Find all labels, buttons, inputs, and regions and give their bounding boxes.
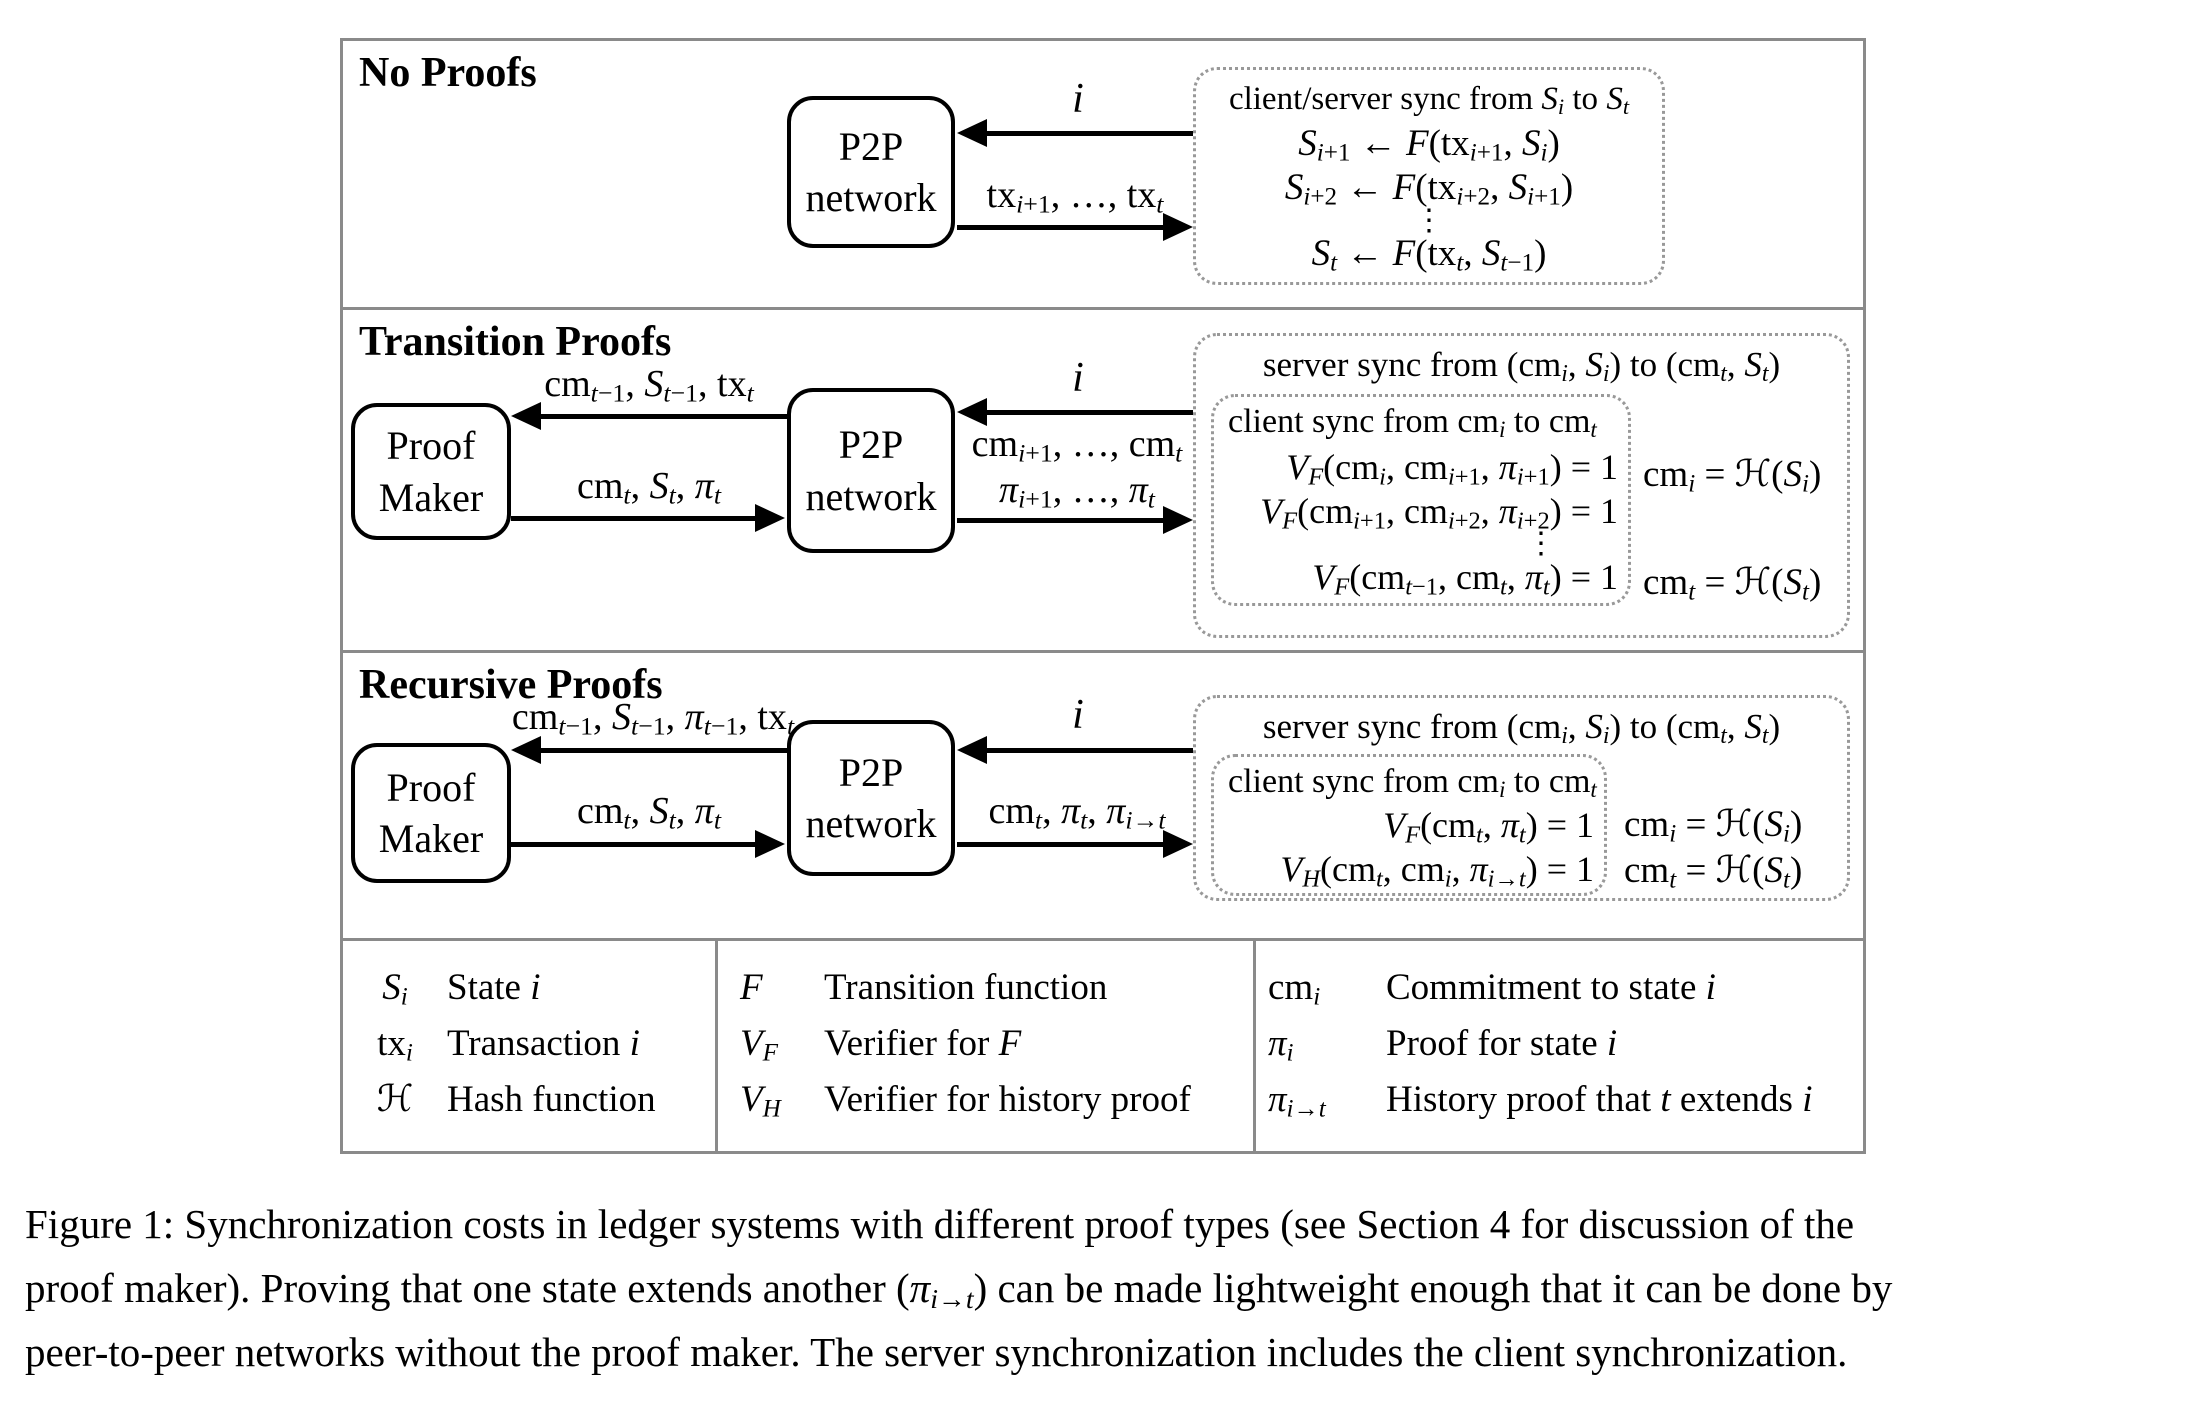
- arrow-label-i: i: [1072, 692, 1084, 738]
- arrow-i-line: [985, 748, 1193, 753]
- commitment-equation-bottom: $cm_t$ = $ℋ(S_t)$: [1643, 562, 1822, 606]
- legend-row: [740, 1015, 1253, 1071]
- legend-column-states: [343, 941, 715, 1151]
- p2p-label-line2: network: [805, 175, 937, 220]
- legend-symbol: F: [740, 966, 763, 1008]
- arrowhead-left-icon: [511, 736, 541, 764]
- proof-maker-label-line2: Maker: [378, 816, 484, 861]
- legend-description: Hash function: [447, 1078, 656, 1120]
- arrowhead-right-icon: [1163, 830, 1193, 858]
- arrow-label-recursive-proof: $cm_t$, $\pi_t$, $\pi_{i\to t}$: [988, 790, 1166, 835]
- p2p-label-line2: network: [805, 473, 937, 519]
- figure-box: [340, 38, 1866, 1154]
- vertical-dots: ⋮: [1526, 527, 1556, 560]
- legend-column-proofs: [1253, 941, 1863, 1151]
- arrow-i-line: [985, 131, 1193, 136]
- proof-maker-box: [351, 743, 511, 883]
- proof-maker-label-line1: Proof: [386, 764, 476, 810]
- legend-row: [343, 1071, 715, 1127]
- arrow-label-from-maker: $cm_t$, $S_t$, $\pi_t$: [576, 790, 722, 835]
- legend-symbol: $V_H$: [740, 1078, 781, 1123]
- legend-symbol: ℋ: [376, 1079, 414, 1120]
- vertical-dots: ⋮: [1414, 204, 1444, 237]
- legend-row: [1268, 1071, 1863, 1127]
- legend-description: Proof for state i: [1386, 1022, 1618, 1064]
- proof-maker-label-line1: Proof: [386, 423, 476, 469]
- arrow-label-transactions: $tx_{i+1}$, …, $tx_t$: [986, 174, 1164, 219]
- arrow-label-to-maker: $cm_{t-1}$, $S_{t-1}$, $\pi_{t-1}$, $tx_t$: [511, 696, 795, 741]
- legend-symbol: $\pi_{i\to t}$: [1268, 1078, 1326, 1123]
- legend-row: [343, 959, 715, 1015]
- panel-no-proofs: [343, 41, 1863, 307]
- legend-symbol: $V_F$: [740, 1022, 778, 1067]
- p2p-network-box: [787, 720, 955, 876]
- p2p-network-box: [787, 96, 955, 248]
- legend-description: Verifier for history proof: [824, 1078, 1191, 1120]
- client-sync-box: [1211, 394, 1631, 606]
- equation: $S_{i+1}$ ← $F(tx_{i+1}$, $S_i$): [1298, 123, 1560, 167]
- client-sync-equations: [1280, 803, 1594, 891]
- p2p-network-box: [787, 388, 955, 553]
- arrowhead-left-icon: [957, 736, 987, 764]
- client-sync-box: [1211, 754, 1607, 896]
- p2p-label-line1: P2P: [838, 422, 904, 468]
- arrow-label-from-maker: $cm_t$, $S_t$, $\pi_t$: [576, 465, 722, 510]
- legend-description: Transaction i: [447, 1022, 640, 1064]
- caption-line: Figure 1: Synchronization costs in ledger systems with different proof types (see Section 4 for discussion of the: [25, 1201, 1855, 1247]
- client-sync-header: client sync from $cm_i$ to $cm_t$: [1228, 763, 1597, 804]
- commitment-equation-bottom: $cm_t$ = $ℋ(S_t)$: [1624, 850, 1803, 894]
- arrowhead-right-icon: [1163, 213, 1193, 241]
- legend-description: Transition function: [824, 966, 1108, 1008]
- proof-maker-box: [351, 403, 511, 540]
- panel-recursive-proofs: [343, 650, 1863, 938]
- commitment-equation-top: $cm_i$ = $ℋ(S_i)$: [1624, 804, 1803, 848]
- arrow-to-maker-line: [539, 414, 787, 419]
- legend-row: [740, 1071, 1253, 1127]
- equation: $V_H(cm_t$, $cm_i$, $\pi_{i\to t}) = 1$: [1280, 849, 1594, 893]
- arrow-label-i: i: [1072, 76, 1084, 122]
- arrow-to-maker-line: [539, 748, 787, 753]
- legend-column-functions: [715, 941, 1253, 1151]
- proof-maker-label-line2: Maker: [378, 474, 484, 520]
- server-sync-box: [1193, 333, 1850, 638]
- arrow-tx-line: [957, 225, 1165, 230]
- equation: $V_F(cm_t$, $\pi_t) = 1$: [1383, 805, 1594, 849]
- caption-line: peer-to-peer networks without the proof maker. The server synchronization includes the client synchronization.: [25, 1329, 1848, 1375]
- legend-description: Commitment to state i: [1386, 966, 1716, 1008]
- equation: $S_{i+2}$ ← $F(tx_{i+2}$, $S_{i+1}$): [1284, 167, 1574, 211]
- legend-row: [740, 959, 1253, 1015]
- client-sync-header: client sync from $cm_i$ to $cm_t$: [1228, 403, 1597, 444]
- equation: $V_F(cm_i$, $cm_{i+1}$, $\pi_{i+1}) = 1$: [1286, 447, 1618, 491]
- arrow-i-line: [985, 410, 1193, 415]
- arrow-from-maker-line: [511, 516, 757, 521]
- sync-box-header: client/server sync from $S_i$ to $S_t$: [1228, 81, 1630, 119]
- arrowhead-right-icon: [755, 504, 785, 532]
- panel-title: Transition Proofs: [359, 319, 672, 365]
- legend-symbol: $\pi_i$: [1268, 1022, 1294, 1067]
- caption-line: proof maker). Proving that one state extends another $(\pi_{i\to t})$ can be made lightweight enough that it can be done by: [25, 1265, 1893, 1316]
- figure-caption: [25, 1192, 1892, 1384]
- panel-title: Recursive Proofs: [359, 662, 663, 708]
- equation: $S_t$ ← $F(tx_t$, $S_{t-1}$): [1311, 233, 1547, 277]
- legend-symbol: $cm_i$: [1268, 966, 1321, 1011]
- legend-symbol: $S_i$: [382, 966, 408, 1011]
- arrow-label-commitments: $cm_{i+1}$, …, $cm_t$: [971, 423, 1183, 468]
- arrowhead-right-icon: [755, 830, 785, 858]
- panel-title: No Proofs: [359, 50, 537, 96]
- commitment-equation-top: $cm_i$ = $ℋ(S_i)$: [1643, 454, 1822, 498]
- arrowhead-left-icon: [957, 119, 987, 147]
- client-server-sync-box: [1193, 67, 1665, 285]
- legend-row: [1268, 1015, 1863, 1071]
- server-sync-box: [1193, 695, 1850, 901]
- legend-description: State i: [447, 966, 541, 1008]
- arrow-label-to-maker: $cm_{t-1}$, $S_{t-1}$, $tx_t$: [544, 363, 754, 408]
- panel-transition-proofs: [343, 307, 1863, 650]
- equation: $V_F(cm_{t-1}$, $cm_t$, $\pi_t) = 1$: [1312, 557, 1618, 601]
- legend-description: Verifier for F: [824, 1022, 1022, 1064]
- arrow-out-line: [957, 842, 1165, 847]
- arrow-label-proofs: $\pi_{i+1}$, …, $\pi_t$: [999, 469, 1155, 514]
- p2p-label-line1: P2P: [838, 123, 904, 169]
- legend-row: [343, 1015, 715, 1071]
- arrowhead-left-icon: [511, 402, 541, 430]
- arrow-label-i: i: [1072, 355, 1084, 401]
- legend-description: History proof that t extends i: [1386, 1078, 1813, 1120]
- server-sync-header: server sync from ($cm_i$, $S_i$) to ($cm_t$, $S_t$): [1262, 345, 1781, 388]
- p2p-label-line2: network: [805, 801, 937, 846]
- equation: $V_F(cm_{i+1}$, $cm_{i+2}$, $\pi_{i+2}) = 1$: [1260, 491, 1618, 535]
- p2p-label-line1: P2P: [838, 749, 904, 795]
- server-sync-header: server sync from ($cm_i$, $S_i$) to ($cm_t$, $S_t$): [1262, 707, 1781, 750]
- legend-row: [1268, 959, 1863, 1015]
- arrowhead-right-icon: [1163, 506, 1193, 534]
- client-sync-equations: [1260, 445, 1618, 599]
- legend-table: [343, 938, 1863, 1151]
- sync-equations: [1196, 122, 1662, 276]
- arrow-from-maker-line: [511, 842, 757, 847]
- arrow-out-line: [957, 518, 1165, 523]
- legend-symbol: $tx_i$: [377, 1022, 413, 1067]
